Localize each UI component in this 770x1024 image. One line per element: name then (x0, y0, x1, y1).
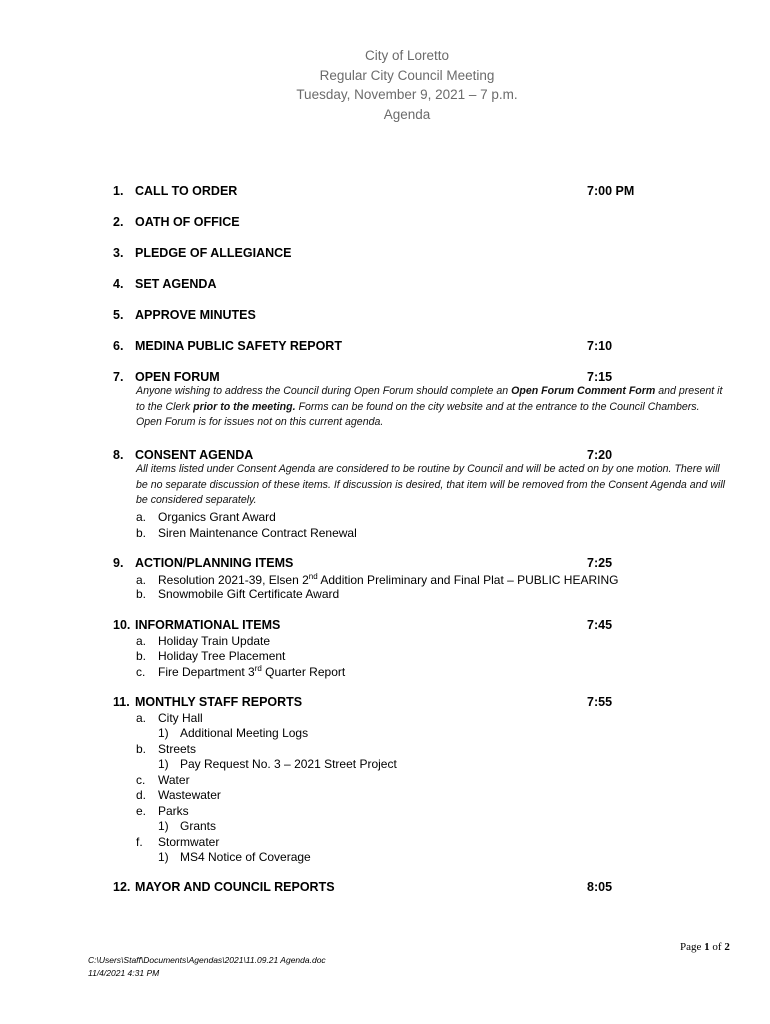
item-number: 6. (113, 339, 124, 353)
item-number: 3. (113, 246, 124, 260)
sub-item: a. Resolution 2021-39, Elsen 2nd Addition Preliminary and Final Plat – PUBLIC HEARING (136, 572, 619, 587)
sub-item: e. Parks (136, 804, 189, 818)
item-number: 12. (113, 880, 131, 894)
item-title: CALL TO ORDER (135, 184, 238, 198)
city-name: City of Loretto (364, 48, 450, 63)
agenda-item-approve-minutes (113, 308, 256, 322)
consent-agenda-note: All items listed under Consent Agenda are considered to be routine by Council and will be acted on by one motion. There will be no separate discussion of these items. If discussion is desired, that item will be removed from the Consent Agenda and will be considered separately. (136, 463, 726, 506)
document-title: Agenda (383, 106, 431, 122)
sub-sub-item: 1) Pay Request No. 3 – 2021 Street Project (158, 757, 397, 771)
item-title: CONSENT AGENDA (135, 448, 254, 462)
sub-item: a. Organics Grant Award (136, 510, 276, 524)
sub-item: c. Fire Department 3rd Quarter Report (136, 664, 346, 679)
agenda-item-consent (113, 448, 253, 462)
item-title: MEDINA PUBLIC SAFETY REPORT (135, 339, 342, 353)
sub-item: c. Water (136, 773, 190, 787)
item-time: 7:20 (587, 448, 613, 462)
sub-item: b. Holiday Tree Placement (136, 649, 286, 663)
sub-item: b. Streets (136, 742, 197, 756)
item-number: 10. (113, 618, 131, 632)
sub-sub-item: 1) Additional Meeting Logs (158, 726, 309, 740)
item-title: OPEN FORUM (135, 370, 220, 384)
sub-sub-item: 1) MS4 Notice of Coverage (158, 850, 311, 864)
item-title: MONTHLY STAFF REPORTS (135, 695, 303, 709)
item-time: 7:10 (587, 339, 613, 353)
item-title: INFORMATIONAL ITEMS (135, 618, 281, 632)
sub-item: a. City Hall (136, 711, 203, 725)
item-number: 2. (113, 215, 124, 229)
page-number: Page 1 of 2 (680, 941, 730, 953)
item-number: 5. (113, 308, 124, 322)
open-forum-note: Anyone wishing to address the Council during Open Forum should complete an Open Forum Comment Form and present it to the Clerk prior to the meeting. Forms can be found on the city website and at the entrance to the Council Chambers. Open Forum is for issues not on this current agenda. (136, 385, 723, 428)
meeting-date: Tuesday, November 9, 2021 – 7 p.m. (296, 87, 518, 102)
agenda-item-set-agenda (113, 277, 217, 291)
sub-item: b. Snowmobile Gift Certificate Award (136, 587, 340, 601)
file-path: C:\Users\Staff\Documents\Agendas\2021\11.09.21 Agenda.doc (88, 955, 326, 965)
item-time: 7:55 (587, 695, 613, 709)
item-number: 11. (113, 695, 130, 709)
item-title: OATH OF OFFICE (135, 215, 240, 229)
sub-item: f. Stormwater (136, 835, 220, 849)
document-footer (88, 954, 326, 980)
item-time: 8:05 (587, 880, 613, 894)
print-date: 11/4/2021 4:31 PM (88, 968, 160, 978)
item-title: SET AGENDA (135, 277, 217, 291)
agenda-item-action-planning (113, 556, 293, 570)
sub-item: a. Holiday Train Update (136, 634, 271, 648)
agenda-item-pledge (113, 246, 292, 260)
item-number: 8. (113, 448, 124, 462)
sub-sub-item: 1) Grants (158, 819, 217, 833)
agenda-item-oath (113, 215, 240, 229)
deadline-label: prior to the meeting. (193, 400, 296, 413)
agenda-item-safety-report (113, 339, 342, 353)
item-title: PLEDGE OF ALLEGIANCE (135, 246, 292, 260)
sub-item: d. Wastewater (136, 788, 221, 802)
agenda-item-informational (113, 618, 280, 632)
item-number: 9. (113, 556, 124, 570)
item-number: 7. (113, 370, 124, 384)
item-time: 7:00 PM (587, 184, 635, 198)
item-time: 7:25 (587, 556, 613, 570)
comment-form-label: Open Forum Comment Form (511, 385, 656, 397)
item-number: 1. (113, 184, 124, 198)
agenda-item-mayor-council (113, 880, 335, 894)
sub-item: b. Siren Maintenance Contract Renewal (136, 526, 357, 540)
item-title: ACTION/PLANNING ITEMS (135, 556, 294, 570)
agenda-item-call-to-order (113, 184, 237, 198)
item-time: 7:45 (587, 618, 613, 632)
item-title: MAYOR AND COUNCIL REPORTS (135, 880, 335, 894)
item-title: APPROVE MINUTES (135, 308, 256, 322)
document-header (0, 46, 770, 124)
item-number: 4. (113, 277, 124, 291)
meeting-type: Regular City Council Meeting (319, 67, 495, 83)
item-time: 7:15 (587, 370, 613, 384)
agenda-item-open-forum (113, 370, 220, 384)
agenda-item-staff-reports (113, 695, 302, 709)
